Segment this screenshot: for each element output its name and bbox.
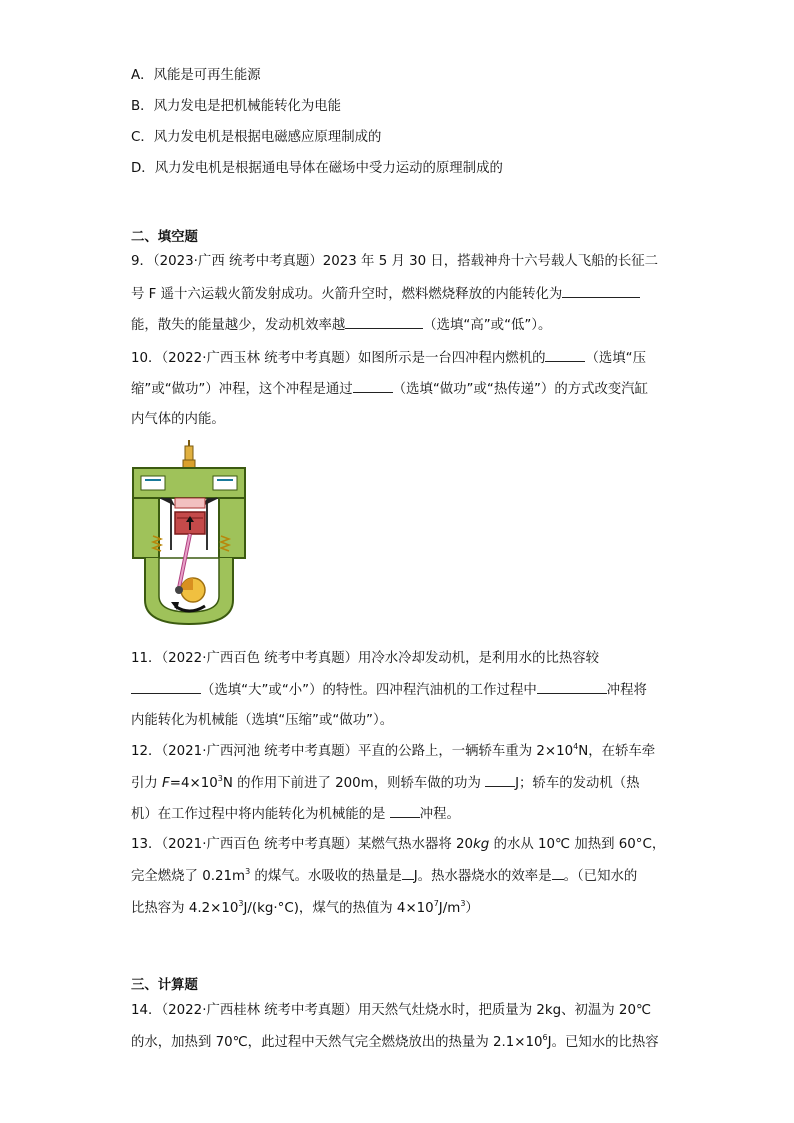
q14-line-2 bbox=[131, 1033, 659, 1053]
q9-text: 能，散失的能量越少，发动机效率越 bbox=[131, 318, 346, 333]
q12-text: J；轿车的发动机（热 bbox=[515, 776, 640, 791]
q13-text: J/m bbox=[438, 901, 461, 916]
q11-line-2 bbox=[131, 680, 647, 701]
q11-text: （选填“大”或“小”）的特性。四冲程汽油机的工作过程中 bbox=[201, 683, 537, 698]
section-heading-fill-blank: 二、填空题 bbox=[131, 230, 198, 245]
q12-sup: 3 bbox=[217, 774, 223, 783]
option-a: A．风能是可再生能源 bbox=[131, 68, 261, 83]
q10-line-3: 内气体的内能。 bbox=[131, 412, 225, 427]
engine-diagram bbox=[131, 440, 251, 630]
q13-sup: 7 bbox=[433, 899, 439, 908]
q13-line-3 bbox=[131, 899, 479, 919]
option-b: B．风力发电是把机械能转化为电能 bbox=[131, 99, 342, 114]
q12-text: 机）在工作过程中将内能转化为机械能的是 bbox=[131, 807, 390, 822]
q9-line-2 bbox=[131, 284, 640, 305]
q13-line-1 bbox=[131, 835, 665, 855]
q9-line-3 bbox=[131, 315, 551, 336]
q12-text: N 的作用下前进了 200m，则轿车做的功为 bbox=[222, 776, 486, 791]
q13-text: 。（已知水的 bbox=[563, 869, 638, 884]
q13-sup: 3 bbox=[245, 867, 251, 876]
q13-text: 比热容为 4.2×10 bbox=[131, 901, 239, 916]
q13-line-2 bbox=[131, 866, 637, 887]
q13-text: J/(kg·°C)，煤气的热值为 4×10 bbox=[243, 901, 434, 916]
section-heading-calculation: 三、计算题 bbox=[131, 978, 198, 993]
q10-text: （选填“做功”或“热传递”）的方式改变汽缸 bbox=[392, 382, 649, 397]
q13-unit-kg: kg bbox=[473, 837, 490, 852]
q12-sup: 4 bbox=[573, 742, 579, 751]
option-d: D．风力发电机是根据通电导体在磁场中受力运动的原理制成的 bbox=[131, 161, 503, 176]
q10-blank-1[interactable] bbox=[545, 348, 585, 362]
q10-text: 缩”或“做功”）冲程，这个冲程是通过 bbox=[131, 382, 353, 397]
q9-blank-2[interactable] bbox=[345, 315, 423, 329]
q12-blank-2[interactable] bbox=[390, 804, 420, 818]
q12-blank-1[interactable] bbox=[485, 773, 515, 787]
q12-line-2 bbox=[131, 773, 640, 794]
q13-text: 完全燃烧了 0.21m bbox=[131, 869, 246, 884]
q11-line-3: 内能转化为机械能（选填“压缩”或“做功”）。 bbox=[131, 713, 394, 728]
q12-text: 冲程。 bbox=[419, 807, 460, 822]
q10-line-2 bbox=[131, 379, 648, 400]
q13-blank-1[interactable] bbox=[402, 866, 414, 880]
q14-text: 的水，加热到 70℃，此过程中天然气完全燃烧放出的热量为 2.1×10 bbox=[131, 1035, 543, 1050]
q14-line-1: 14．（2022·广西桂林 统考中考真题）用天然气灶烧水时，把质量为 2kg、初温为 20℃ bbox=[131, 1003, 652, 1018]
q13-text: 的水从 10℃ 加热到 60°C， bbox=[489, 837, 666, 852]
q12-text: N，在轿车牵 bbox=[578, 744, 656, 759]
option-c: C．风力发电机是根据电磁感应原理制成的 bbox=[131, 130, 382, 145]
q11-line-1: 11．（2022·广西百色 统考中考真题）用冷水冷却发动机，是利用水的比热容较 bbox=[131, 651, 600, 666]
q11-text: 冲程将 bbox=[606, 683, 647, 698]
q13-text: J。热水器烧水的效率是 bbox=[413, 869, 552, 884]
q12-line-3 bbox=[131, 804, 460, 825]
q12-text: 12．（2021·广西河池 统考中考真题）平直的公路上，一辆轿车重为 2×10 bbox=[131, 744, 574, 759]
q10-blank-2[interactable] bbox=[353, 379, 393, 393]
q9-text: （选填“高”或“低”）。 bbox=[423, 318, 552, 333]
q11-blank-1[interactable] bbox=[131, 680, 201, 694]
q10-line-1 bbox=[131, 348, 646, 369]
q13-sup: 3 bbox=[460, 899, 466, 908]
q12-line-1 bbox=[131, 742, 655, 762]
q9-text: 号 F 遥十六运载火箭发射成功。火箭升空时，燃料燃烧释放的内能转化为 bbox=[131, 287, 563, 302]
q14-text: J。已知水的比热容 bbox=[547, 1035, 659, 1050]
q10-text: （选填“压 bbox=[585, 351, 646, 366]
q13-blank-2[interactable] bbox=[552, 866, 564, 880]
q12-force-symbol: F bbox=[162, 776, 170, 791]
q13-sup: 3 bbox=[238, 899, 244, 908]
q12-text: 引力 bbox=[131, 776, 163, 791]
q12-text: =4×10 bbox=[169, 776, 218, 791]
q9-line-1: 9．（2023·广西 统考中考真题）2023 年 5 月 30 日，搭载神舟十六号载人飞船的长征二 bbox=[131, 254, 659, 269]
q13-text: 13．（2021·广西百色 统考中考真题）某燃气热水器将 20 bbox=[131, 837, 474, 852]
q11-blank-2[interactable] bbox=[537, 680, 607, 694]
q14-sup: 6 bbox=[542, 1033, 548, 1042]
q9-blank-1[interactable] bbox=[562, 284, 640, 298]
q10-text: 10．（2022·广西玉林 统考中考真题）如图所示是一台四冲程内燃机的 bbox=[131, 351, 546, 366]
q13-text: 的煤气。水吸收的热量是 bbox=[250, 869, 402, 884]
q13-text: ） bbox=[465, 901, 479, 916]
